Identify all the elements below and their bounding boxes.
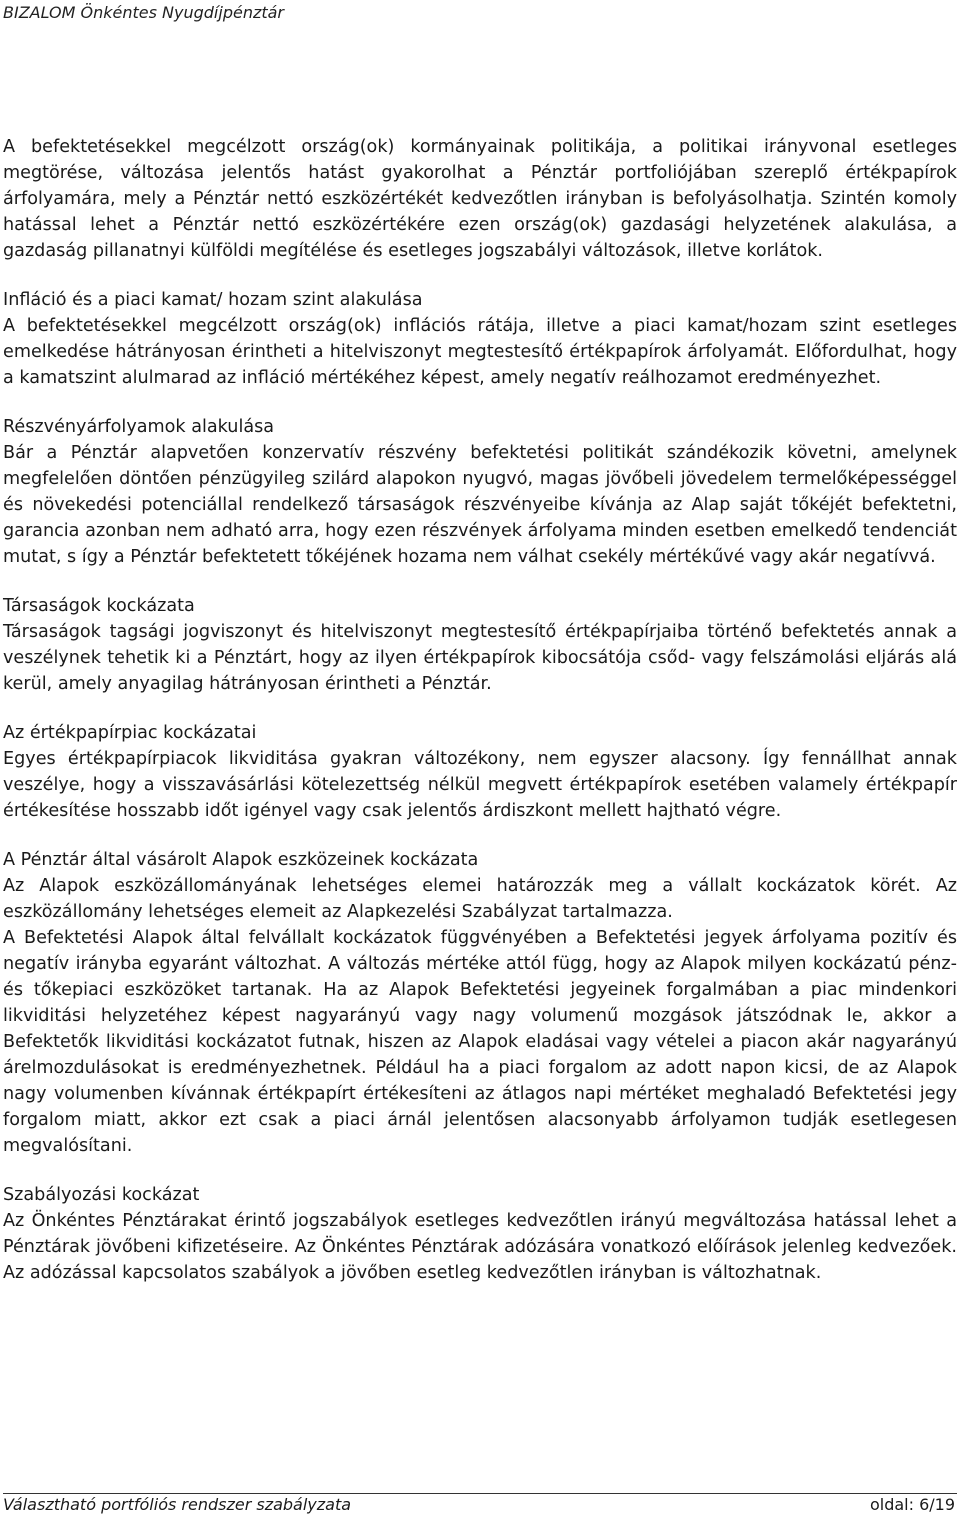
section-company-risk — [3, 593, 957, 697]
page-header: BIZALOM Önkéntes Nyugdíjpénztár — [3, 3, 285, 22]
section-heading: Az értékpapírpiac kockázatai — [3, 723, 257, 743]
section-heading: Részvényárfolyamok alakulása — [3, 417, 275, 437]
section-heading: Szabályozási kockázat — [3, 1185, 200, 1205]
section-heading: Infláció és a piaci kamat/ hozam szint alakulása — [3, 290, 423, 310]
section-regulatory-risk — [3, 1182, 957, 1286]
section-securities-market-risk — [3, 720, 957, 824]
paragraph: Az Önkéntes Pénztárakat érintő jogszabályok esetleges kedvezőtlen irányú megváltozása hatással lehet a Pénztárak jövőbeni kifizetéseire. Az Önkéntes Pénztárak adózására vonatkozó előírások jelenleg kedvezőek. Az adózással kapcsolatos szabályok a jövőben esetleg kedvezőtlen irányban is változhatnak. — [3, 1211, 957, 1283]
paragraph: A Befektetési Alapok által felvállalt kockázatok függvényében a Befektetési jegyek árfolyama pozitív és negatív irányba egyaránt változhat. A változás mértéke attól függ, hogy az Alapok milyen kockázatú pénz- és tőkepiaci eszközöket tartanak. Ha az Alapok Befektetési jegyeinek forgalmában a piac mindenkori likviditási helyzetéhez képest nagyarányú vagy nagy volumenű mozgások játszódnak le, akkor a Befektetők likviditási kockázatot futnak, hiszen az Alapok eladásai vagy vételei a piacon akár nagyarányú árelmozdulásokat is eredményezhetnek. Például ha a piaci forgalom az adott napon kicsi, de az Alapok nagy volumenben kívánnak értékpapírt értékesíteni az átlagos napi mértéket meghaladó Befektetési jegy forgalom miatt, akkor ezt csak a piaci árnál jelentősen alacsonyabb árfolyamon tudják esetlegesen megvalósítani. — [3, 928, 957, 1156]
section-inflation — [3, 287, 957, 391]
section-heading: A Pénztár által vásárolt Alapok eszközeinek kockázata — [3, 850, 479, 870]
footer-divider — [3, 1493, 957, 1494]
paragraph: Egyes értékpapírpiacok likviditása gyakran változékony, nem egyszer alacsony. Így fennállhat annak veszélye, hogy a visszavásárlási kötelezettség nélkül megvett értékpapírok esetében valamely értékpapír értékesítése hosszabb időt igényel vagy csak jelentős árdiszkont mellett hajtható végre. — [3, 749, 957, 821]
footer-document-title: Választható portfóliós rendszer szabályzata — [3, 1495, 352, 1514]
section-share-prices — [3, 414, 957, 570]
paragraph: Az Alapok eszközállományának lehetséges elemei határozzák meg a vállalt kockázatok körét. Az eszközállomány lehetséges elemeit az Alapkezelési Szabályzat tartalmazza. — [3, 876, 957, 922]
paragraph: Társaságok tagsági jogviszonyt és hitelviszonyt megtestesítő értékpapírjaiba történő befektetés annak a veszélynek tehetik ki a Pénztárt, hogy az ilyen értékpapírok kibocsátója csőd- vagy felszámolási eljárás alá kerül, amely anyagilag hátrányosan érintheti a Pénztár. — [3, 622, 957, 694]
paragraph: A befektetésekkel megcélzott ország(ok) kormányainak politikája, a politikai irányvonal esetleges megtörése, változása jelentős hatást gyakorolhat a Pénztár portfoliójában szereplő értékpapírok árfolyamára, mely a Pénztár nettó eszközértékét kedvezőtlen irányban is befolyásolhatja. Szintén komoly hatással lehet a Pénztár nettó eszközértékére ezen ország(ok) gazdasági helyzetének alakulása, a gazdaság pillanatnyi külföldi megítélése és esetleges jogszabályi változások, illetve korlátok. — [3, 137, 957, 261]
section-heading: Társaságok kockázata — [3, 596, 195, 616]
section-political-risk — [3, 134, 957, 264]
section-fund-asset-risk — [3, 847, 957, 1159]
document-body — [3, 134, 957, 1286]
paragraph: A befektetésekkel megcélzott ország(ok) inflációs rátája, illetve a piaci kamat/hozam szint esetleges emelkedése hátrányosan érintheti a hitelviszonyt megtestesítő értékpapírok árfolyamát. Előfordulhat, hogy a kamatszint alulmarad az infláció mértékéhez képest, amely negatív reálhozamot eredményezhet. — [3, 316, 957, 388]
paragraph: Bár a Pénztár alapvetően konzervatív részvény befektetési politikát szándékozik követni, amelynek megfelelően döntően pénzügyileg szilárd alapokon nyugvó, magas jövőbeli jövedelem termelőképességgel és növekedési potenciállal rendelkező társaságok részvényeibe kívánja az Alap saját tőkéjét befektetni, garancia azonban nem adható arra, hogy ezen részvények árfolyama minden esetben emelkedő tendenciát mutat, s így a Pénztár befektetett tőkéjének hozama nem válhat csekély mértékűvé vagy akár negatívvá. — [3, 443, 957, 567]
page-number: oldal: 6/19 — [869, 1495, 955, 1514]
